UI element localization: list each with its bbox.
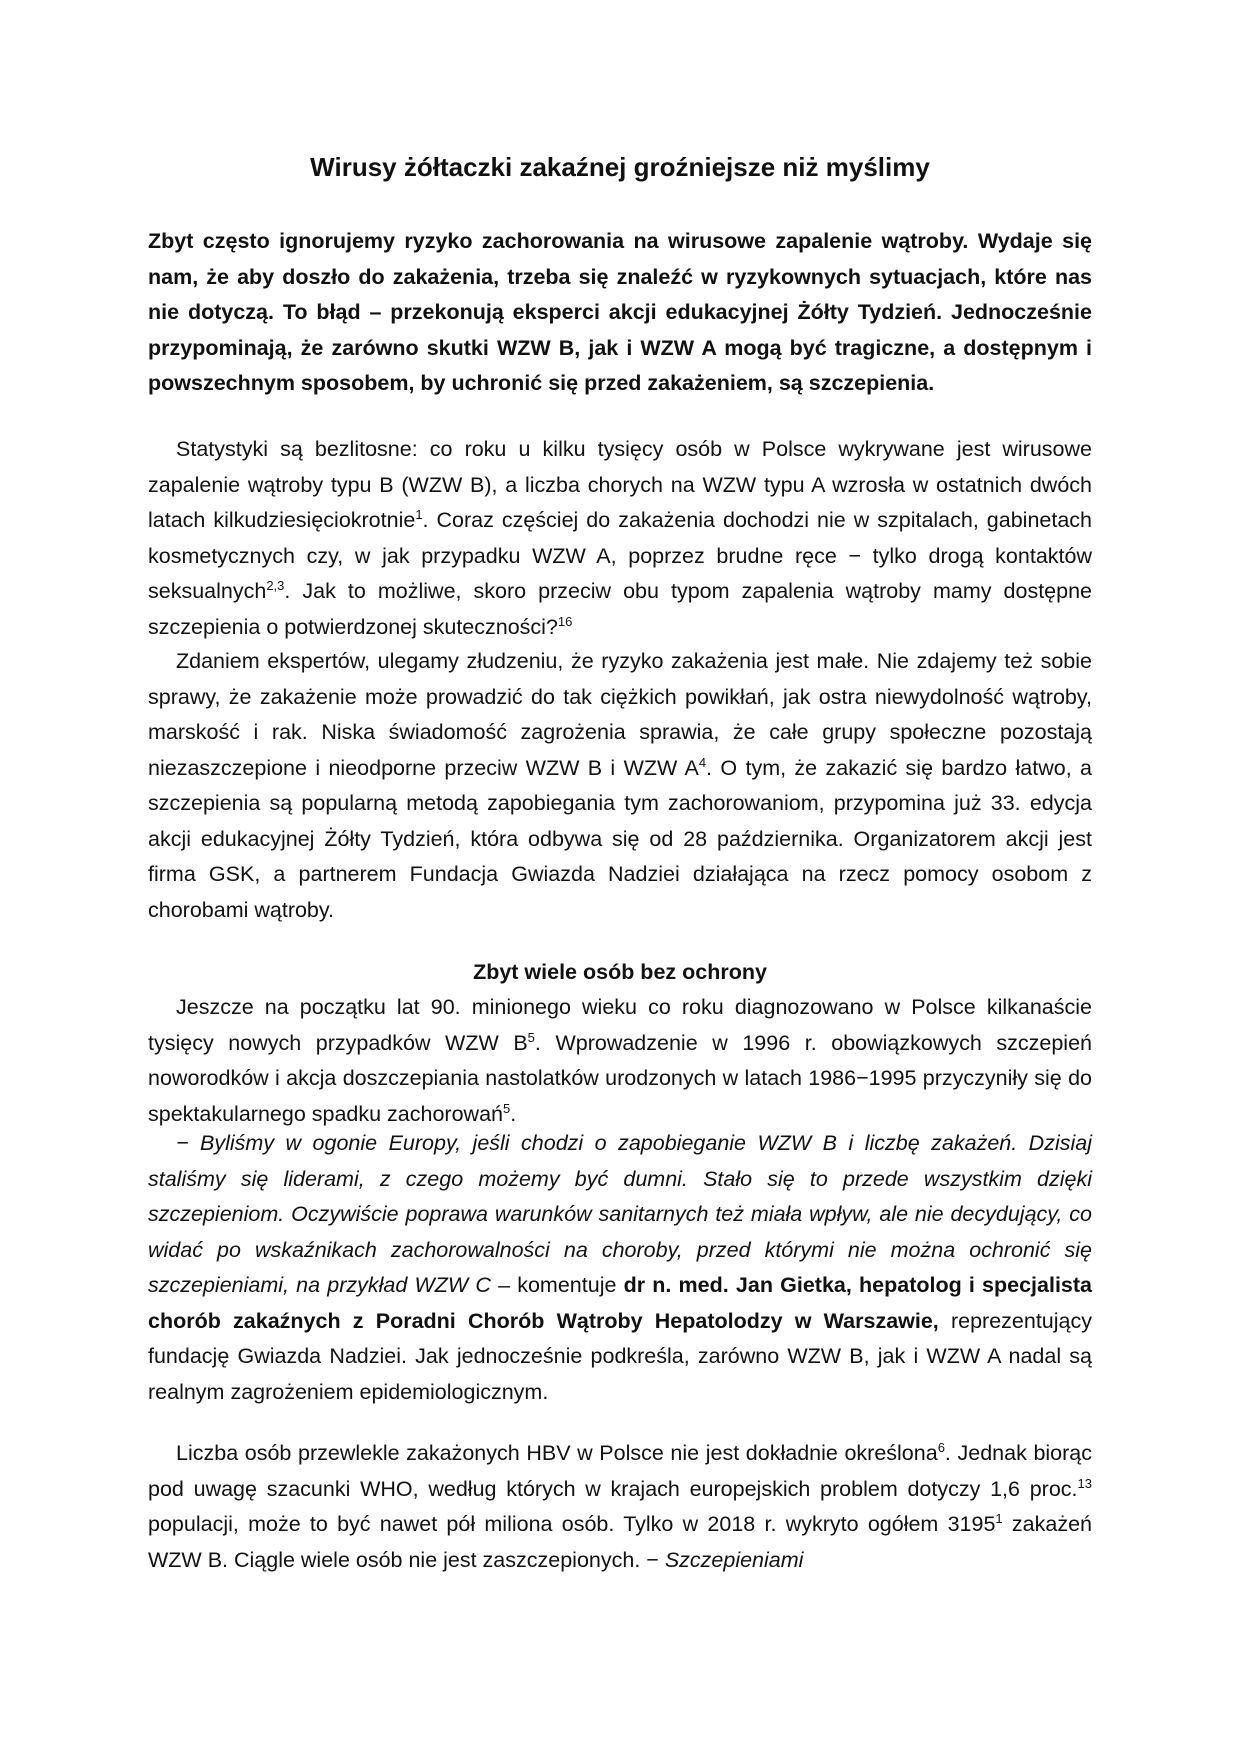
footnote-ref: 2,3 <box>266 577 285 593</box>
paragraph-statistics <box>148 432 1092 645</box>
p2-text-a: Zdaniem ekspertów, ulegamy złudzeniu, że ryzyko zakażenia jest małe. Nie zdajemy też sobie sprawy, że zakażenie może prowadzić do tak ciężkich powikłań, jak ostra niewydolność wątroby, marskość i rak. Niska świadomość zagrożenia sprawia, że całe grupy społeczne pozostają niezaszczepione i nieodporne przeciw WZW B i WZW A <box>148 649 1092 780</box>
expert-name: dr n. med. Jan Gietka, hepatolog i specjalista chorób zakaźnych z Poradni Chorób Wątroby Hepatolodzy w Warszawie, <box>148 1273 1093 1333</box>
p5-text-b: . Jednak biorąc pod uwagę szacunki WHO, według których w krajach europejskich problem dotyczy 1,6 proc. <box>148 1441 1093 1501</box>
p4-text-2: reprezentujący fundację Gwiazda Nadziei. Jak jednocześnie podkreśla, zarówno WZW B, jak i WZW A nadal są realnym zagrożeniem epidemiologicznym. <box>148 1308 1092 1404</box>
p3-text-a: Jeszcze na początku lat 90. minionego wieku co roku diagnozowano w Polsce kilkanaście tysięcy nowych przypadków WZW B <box>148 995 1092 1055</box>
p5-text-c: populacji, może to być nawet pół miliona osób. Tylko w 2018 r. wykryto ogółem 3195 <box>148 1512 996 1536</box>
p1-text-a: Statystyki są bezlitosne: co roku u kilku tysięcy osób w Polsce wykrywane jest wirusowe zapalenie wątroby typu B (WZW B), a liczba chorych na WZW typu A wzrosła w ostatnich dwóch latach kilkudziesięciokrotnie <box>148 437 1092 532</box>
paragraph-quote <box>148 1126 1092 1410</box>
p1-text-c: . Jak to możliwe, skoro przeciw obu typom zapalenia wątroby mamy dostępne szczepienia o potwierdzonej skuteczności? <box>148 579 1092 639</box>
p4-text-1: – komentuje <box>490 1273 624 1297</box>
p5-italic: Szczepieniami <box>664 1547 804 1572</box>
section-heading: Zbyt wiele osób bez ochrony <box>473 960 767 984</box>
p1-text-b: . Coraz częściej do zakażenia dochodzi nie w szpitalach, gabinetach kosmetycznych czy, w jak przypadku WZW A, poprzez brudne ręce − tylko drogą kontaktów seksualnych <box>148 508 1093 603</box>
footnote-ref: 1 <box>995 1510 1003 1526</box>
p2-text-b: . O tym, że zakazić się bardzo łatwo, a szczepienia są popularną metodą zapobiegania tym zachorowaniom, przypomina już 33. edycja akcji edukacyjnej Żółty Tydzień, która odbywa się od 28 października. Organizatorem akcji jest firma GSK, a partnerem Fundacja Gwiazda Nadziei działająca na rzecz pomocy osobom z chorobami wątroby. <box>148 755 1092 922</box>
document-title: Wirusy żółtaczki zakaźnej groźniejsze niż myślimy <box>310 152 930 182</box>
footnote-ref: 4 <box>698 754 707 770</box>
paragraph-experts <box>148 644 1092 928</box>
p5-text-a: Liczba osób przewlekle zakażonych HBV w Polsce nie jest dokładnie określona <box>176 1441 938 1465</box>
footnote-ref: 5 <box>502 1100 511 1116</box>
footnote-ref: 6 <box>937 1439 945 1455</box>
quote-text: − Byliśmy w ogonie Europy, jeśli chodzi o zapobieganie WZW B i liczbę zakażeń. Dzisiaj staliśmy się liderami, z czego możemy być dumni. Stało się to przede wszystkim dzięki szczepieniom. Oczywiście poprawa warunków sanitarnych też miała wpływ, ale nie decydujący, co widać po wskaźnikach zachorowalności na choroby, przed którymi nie można ochronić się szczepieniami, na przykład WZW C <box>148 1131 1092 1297</box>
paragraph-hbv <box>148 1436 1092 1578</box>
p3-text-c: . <box>510 1101 517 1126</box>
footnote-ref: 5 <box>527 1029 535 1045</box>
paragraph-history <box>148 990 1092 1132</box>
footnote-ref: 16 <box>557 613 573 629</box>
p3-text-b: . Wprowadzenie w 1996 r. obowiązkowych szczepień noworodków i akcja doszczepiania nastolatków urodzonych w latach 1986−1995 przyczyniły się do spektakularnego spadku zachorowań <box>148 1030 1092 1126</box>
p5-text-d: zakażeń WZW B. Ciągle wiele osób nie jest zaszczepionych. − <box>148 1512 1092 1572</box>
footnote-ref: 13 <box>1077 1475 1092 1491</box>
footnote-ref: 1 <box>415 506 423 522</box>
lead-paragraph: Zbyt często ignorujemy ryzyko zachorowania na wirusowe zapalenie wątroby. Wydaje się nam, że aby doszło do zakażenia, trzeba się znaleźć w ryzykownych sytuacjach, które nas nie dotyczą. To błąd – przekonują eksperci akcji edukacyjnej Żółty Tydzień. Jednocześnie przypominają, że zarówno skutki WZW B, jak i WZW A mogą być tragiczne, a dostępnym i powszechnym sposobem, by uchronić się przed zakażeniem, są szczepienia. <box>148 229 1092 395</box>
